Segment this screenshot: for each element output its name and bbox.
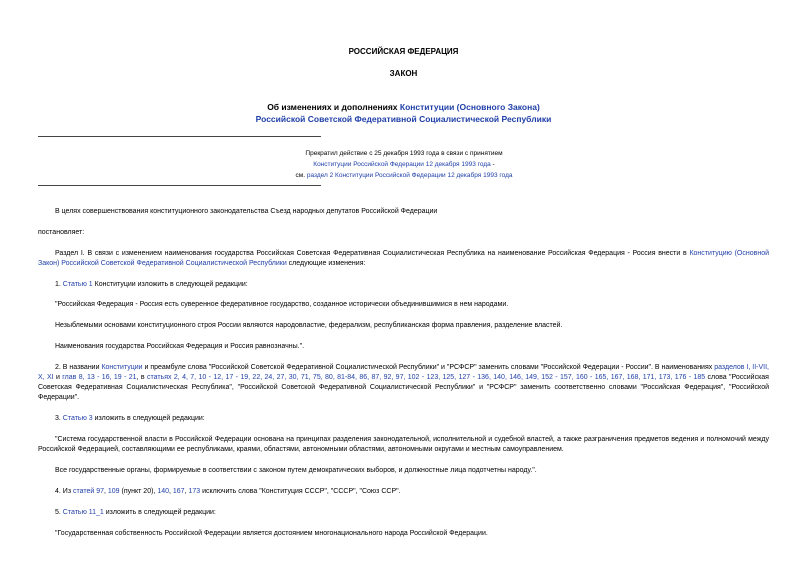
item2-link-articles[interactable]: статьях 2, 4, 7, 10 - 12, 17 - 19, 22, 24, 27, 30, 71, 75, 80, 81-84, 86, 87, 92, 97, 102 - 123, 125, 127 - 136, 140, 146, 149, 152 - 157, 160 - 165, 167, 168, 171, 173, 176 - 185	[146, 374, 706, 381]
item4-link-art173[interactable]: 173	[188, 488, 201, 495]
item4-sep1: ,	[104, 488, 108, 495]
item5-number: 5.	[55, 509, 63, 516]
intro-paragraph: В целях совершенствования конституционного законодательства Съезд народных депутатов Российской Федерации	[55, 208, 438, 215]
item4-link-art97[interactable]: статей 97	[72, 488, 104, 495]
divider-top	[38, 136, 321, 137]
item1-number: 1.	[55, 281, 63, 288]
expiry-line1: Прекратил действие с 25 декабря 1993 года в связи с принятием	[305, 150, 503, 157]
item4-link-art140[interactable]: 140	[157, 488, 169, 495]
doc-type: ЗАКОН	[389, 69, 418, 78]
quote3-paragraph: Наименования государства Российская Федерация и Россия равнозначны.".	[55, 343, 305, 350]
item5-text: изложить в следующей редакции:	[103, 509, 216, 516]
item2-link-constitution[interactable]: Конституции	[101, 364, 143, 371]
title-link-rsfsr[interactable]: Российской Советской Федеративной Социалистической Республики	[255, 114, 552, 124]
quote4-paragraph: "Система государственной власти в Российской Федерации основана на принципах разделения законодательной, исполнительной и судебной властей, а также разграничения предметов ведения и полномочий между Российской Федерацией, составляющими ее республиками, краями, областями, автономными областями, автономными округами и местным самоуправлением.	[38, 436, 769, 453]
item2-text-e: слова "Российская Советская Федеративная Социалистическая Республика", "Российской Советской Федеративной Социалистической Республики" и "РСФСР" заменить соответственно словами "Российская Федерация", "Российской Федерации".	[38, 374, 769, 401]
item3-text: изложить в следующей редакции:	[92, 415, 205, 422]
item4-sep2: ,	[169, 488, 173, 495]
item2-link-chapters[interactable]: глав 8, 13 - 16, 19 - 21	[62, 374, 137, 381]
item1-text: Конституции изложить в следующей редакции:	[92, 281, 248, 288]
expiry-line2-suffix: -	[490, 161, 495, 168]
item3-paragraph	[38, 414, 769, 424]
item2-link-sections[interactable]: разделов I, II-VII, X, XI	[38, 364, 770, 381]
doc-country: РОССИЙСКАЯ ФЕДЕРАЦИЯ	[348, 47, 459, 56]
item1-paragraph	[38, 280, 769, 290]
expiry-line2	[220, 159, 588, 170]
doc-title	[0, 101, 807, 125]
item3-number: 3.	[55, 415, 63, 422]
expiry-link-section2[interactable]: раздел 2 Конституции Российской Федерации 12 декабря 1993 года	[306, 172, 513, 179]
quote5-paragraph: Все государственные органы, формируемые в соответствии с законом путем демократических выборов, и должностные лица подотчетны народу.".	[55, 467, 537, 474]
quote2-paragraph: Незыблемыми основами конституционного строя России являются народовластие, федерализм, республиканская форма правления, разделение властей.	[55, 322, 563, 329]
item2-text-d: , в	[136, 374, 147, 381]
item2-paragraph	[38, 363, 769, 403]
resolves-paragraph: постановляет:	[38, 229, 85, 236]
section1-text-end: следующие изменения:	[286, 260, 366, 267]
divider-bottom	[38, 185, 321, 186]
item2-text-a: 2. В названии	[55, 364, 102, 371]
item4-sep3: ,	[184, 488, 189, 495]
title-link-constitution[interactable]: Конституции (Основного Закона)	[399, 102, 540, 112]
item4-text-c: (пункт 20),	[119, 488, 158, 495]
item4-link-art167[interactable]: 167	[172, 488, 185, 495]
item4-link-art109[interactable]: 109	[107, 488, 120, 495]
item5-paragraph	[38, 508, 769, 518]
expiry-line3-prefix: см.	[295, 172, 307, 179]
quote6-paragraph: "Государственная собственность Российской Федерации является достоянием многонационального народа Российской Федерации.	[55, 530, 488, 537]
expiry-notice	[220, 148, 588, 181]
section1-paragraph	[38, 249, 769, 269]
item1-link[interactable]: Статью 1	[62, 281, 93, 288]
item4-paragraph	[38, 487, 769, 497]
item4-text-a: 4. Из	[55, 488, 73, 495]
item3-link[interactable]: Статью 3	[62, 415, 93, 422]
item5-link[interactable]: Статью 11_1	[62, 509, 104, 516]
section1-link[interactable]: Конституцию (Основной Закон) Российской Советской Федеративной Социалистической Республики	[38, 250, 769, 267]
item2-text-c: и	[53, 374, 63, 381]
quote1-paragraph: "Российская Федерация - Россия есть суверенное федеративное государство, созданное исторически объединившимися в нем народами.	[55, 301, 509, 308]
section1-text: Раздел I. В связи с изменением наименования государства Российская Советская Федеративная Социалистическая Республика на наименование Российская Федерация - Россия внести в	[55, 250, 690, 257]
expiry-line3	[220, 170, 588, 181]
title-prefix: Об изменениях и дополнениях	[267, 102, 400, 112]
item4-text-d: исключить слова "Конституция СССР", "СССР", "Союз ССР".	[200, 488, 401, 495]
item2-text-b: и преамбуле слова "Российской Советской Федеративной Социалистической Республики" и "РСФСР" заменить словами "Российской Федерации - России". В наименованиях	[142, 364, 715, 371]
expiry-link-constitution[interactable]: Конституции Российской Федерации 12 декабря 1993 года	[313, 161, 491, 168]
